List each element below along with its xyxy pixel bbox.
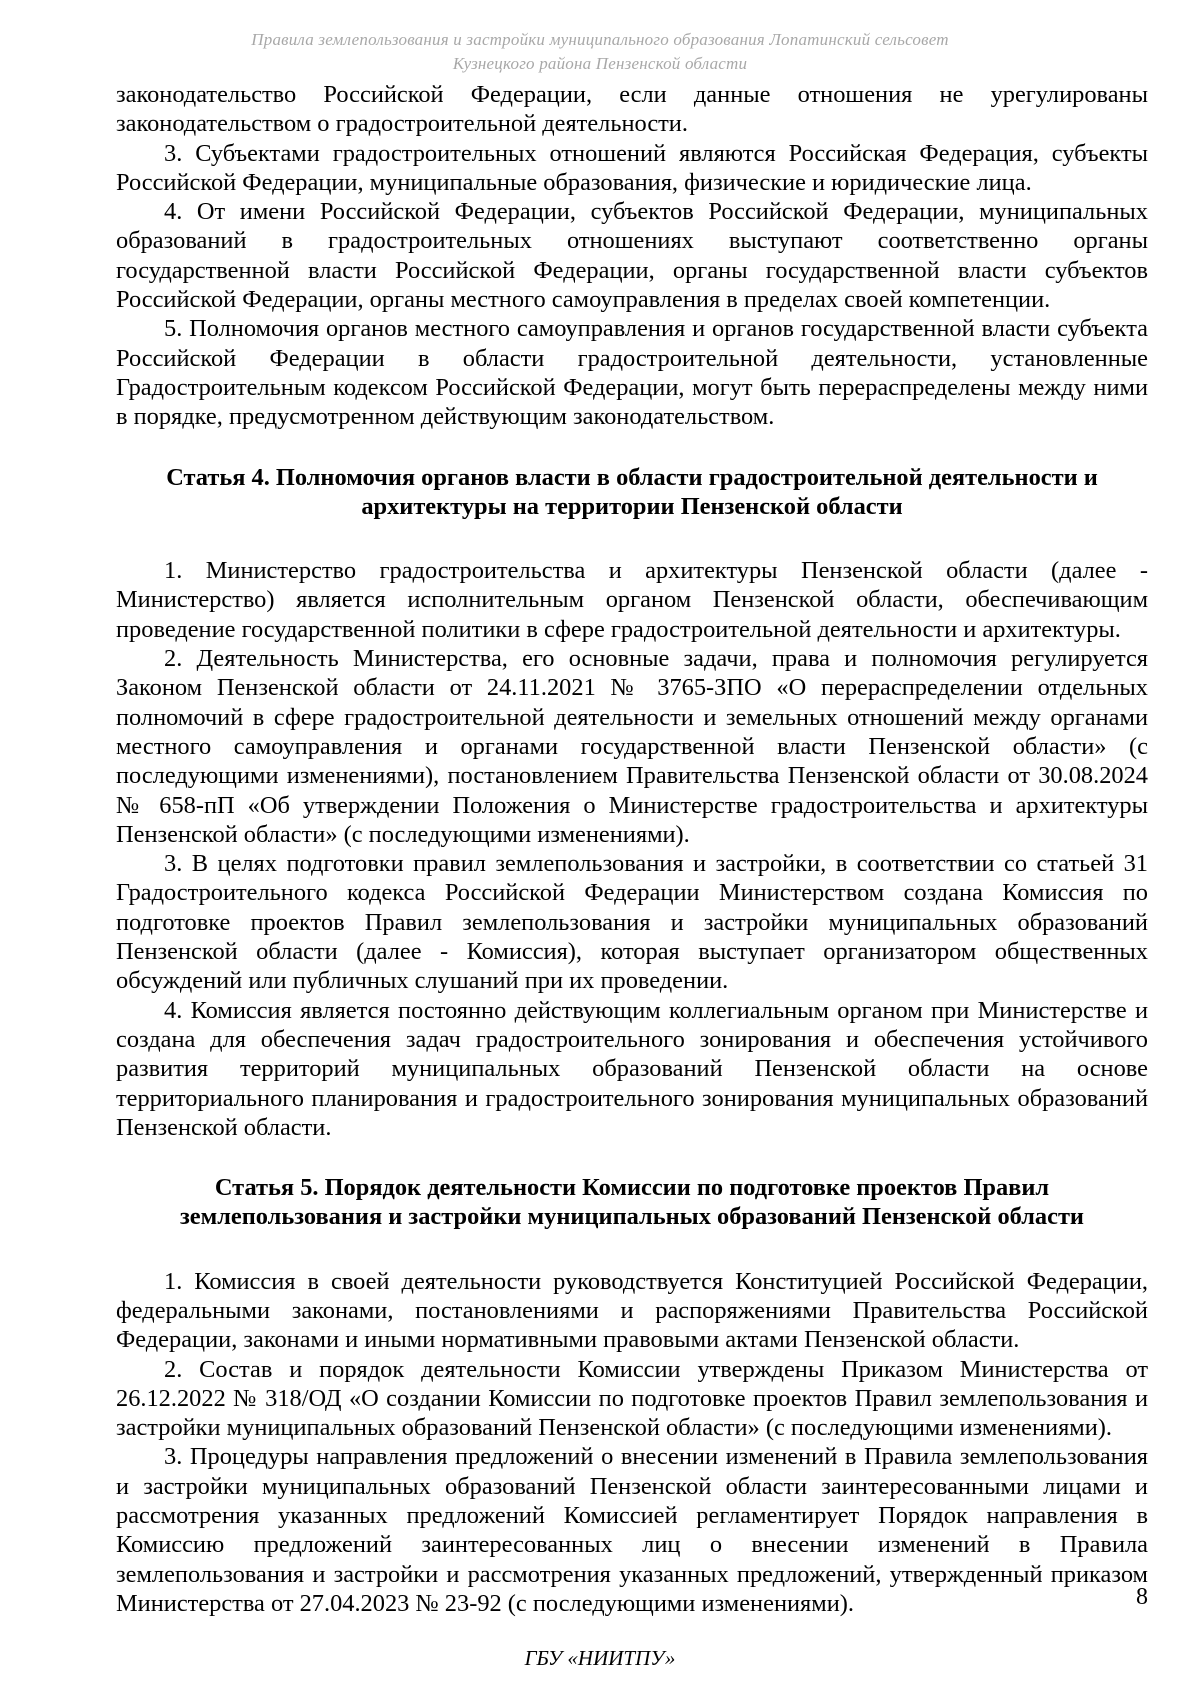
paragraph: 3. Процедуры направления предложений о внесении изменений в Правила землепользования и застройки муниципальных образований Пензенской области заинтересованными лицами и рассмотрения указанных предложений Комиссией регламентирует Порядок направления в Комиссию предложений заинтересованных лиц о внесении изменений в Правила землепользования и застройки и рассмотрения указанных предложений, утвержденный приказом Министерства от 27.04.2023 № 23-92 (с последующими изменениями). bbox=[116, 1443, 1148, 1617]
article-5-title-line-1: Статья 5. Порядок деятельности Комиссии по подготовке проектов Правил bbox=[214, 1174, 1050, 1202]
paragraph: законодательство Российской Федерации, если данные отношения не урегулированы законодательством о градостроительной деятельности. bbox=[116, 81, 1148, 138]
paragraph: 2. Деятельность Министерства, его основные задачи, права и полномочия регулируется Законом Пензенской области от 24.11.2021 № 3765-ЗПО «О перераспределении отдельных полномочий в сфере градостроительной деятельности и земельных отношений между органами местного самоуправления и органами государственной власти Пензенской области» (с последующими изменениями), постановлением Правительства Пензенской области от 30.08.2024 № 658-пП «Об утверждении Положения о Министерстве градостроительства и архитектуры Пензенской области» (с последующими изменениями). bbox=[116, 645, 1148, 848]
paragraph: 1. Министерство градостроительства и архитектуры Пензенской области (далее - Министерство) является исполнительным органом Пензенской области, обеспечивающим проведение государственной политики в сфере градостроительной деятельности и архитектуры. bbox=[116, 557, 1148, 643]
running-header bbox=[0, 28, 1200, 76]
document-body bbox=[116, 80, 1148, 1618]
paragraph: 4. От имени Российской Федерации, субъектов Российской Федерации, муниципальных образований в градостроительных отношениях выступают соответственно органы государственной власти Российской Федерации, органы государственной власти субъектов Российской Федерации, органы местного самоуправления в пределах своей компетенции. bbox=[116, 198, 1148, 314]
paragraph: 1. Комиссия в своей деятельности руководствуется Конституцией Российской Федерации, федеральными законами, постановлениями и распоряжениями Правительства Российской Федерации, законами и иными нормативными правовыми актами Пензенской области. bbox=[116, 1267, 1148, 1354]
article-4-heading bbox=[116, 463, 1148, 522]
article-4-title-line-1: Статья 4. Полномочия органов власти в области градостроительной деятельности и bbox=[166, 463, 1098, 491]
paragraph: 3. Субъектами градостроительных отношений являются Российская Федерация, субъекты Российской Федерации, муниципальные образования, физические и юридические лица. bbox=[116, 139, 1148, 196]
page-footer: ГБУ «НИИТПУ» bbox=[524, 1646, 676, 1670]
paragraph: 3. В целях подготовки правил землепользования и застройки, в соответствии со статьей 31 Градостроительного кодекса Российской Федерации Министерством создана Комиссия по подготовке проектов Правил землепользования и застройки муниципальных образований Пензенской области (далее - Комиссия), которая выступает организатором общественных обсуждений или публичных слушаний при их проведении. bbox=[116, 850, 1148, 995]
article-4-title-line-2: архитектуры на территории Пензенской области bbox=[361, 492, 903, 520]
page-number: 8 bbox=[1136, 1584, 1148, 1610]
article-5-title-line-2: землепользования и застройки муниципальных образований Пензенской области bbox=[180, 1203, 1084, 1231]
paragraph: 5. Полномочия органов местного самоуправления и органов государственной власти субъекта Российской Федерации в области градостроительной деятельности, установленные Градостроительным кодексом Российской Федерации, могут быть перераспределены между ними в порядке, предусмотренном действующим законодательством. bbox=[116, 315, 1148, 431]
paragraph: 4. Комиссия является постоянно действующим коллегиальным органом при Министерстве и создана для обеспечения задач градостроительного зонирования и обеспечения устойчивого развития территорий муниципальных образований Пензенской области на основе территориального планирования и градостроительного зонирования муниципальных образований Пензенской области. bbox=[116, 996, 1148, 1141]
paragraph: 2. Состав и порядок деятельности Комиссии утверждены Приказом Министерства от 26.12.2022 № 318/ОД «О создании Комиссии по подготовке проектов Правил землепользования и застройки муниципальных образований Пензенской области» (с последующими изменениями). bbox=[116, 1355, 1148, 1442]
header-line-1: Правила землепользования и застройки муниципального образования Лопатинский сельсовет bbox=[251, 30, 949, 49]
article-5-heading bbox=[116, 1173, 1148, 1232]
header-line-2: Кузнецкого района Пензенской области bbox=[452, 54, 748, 73]
